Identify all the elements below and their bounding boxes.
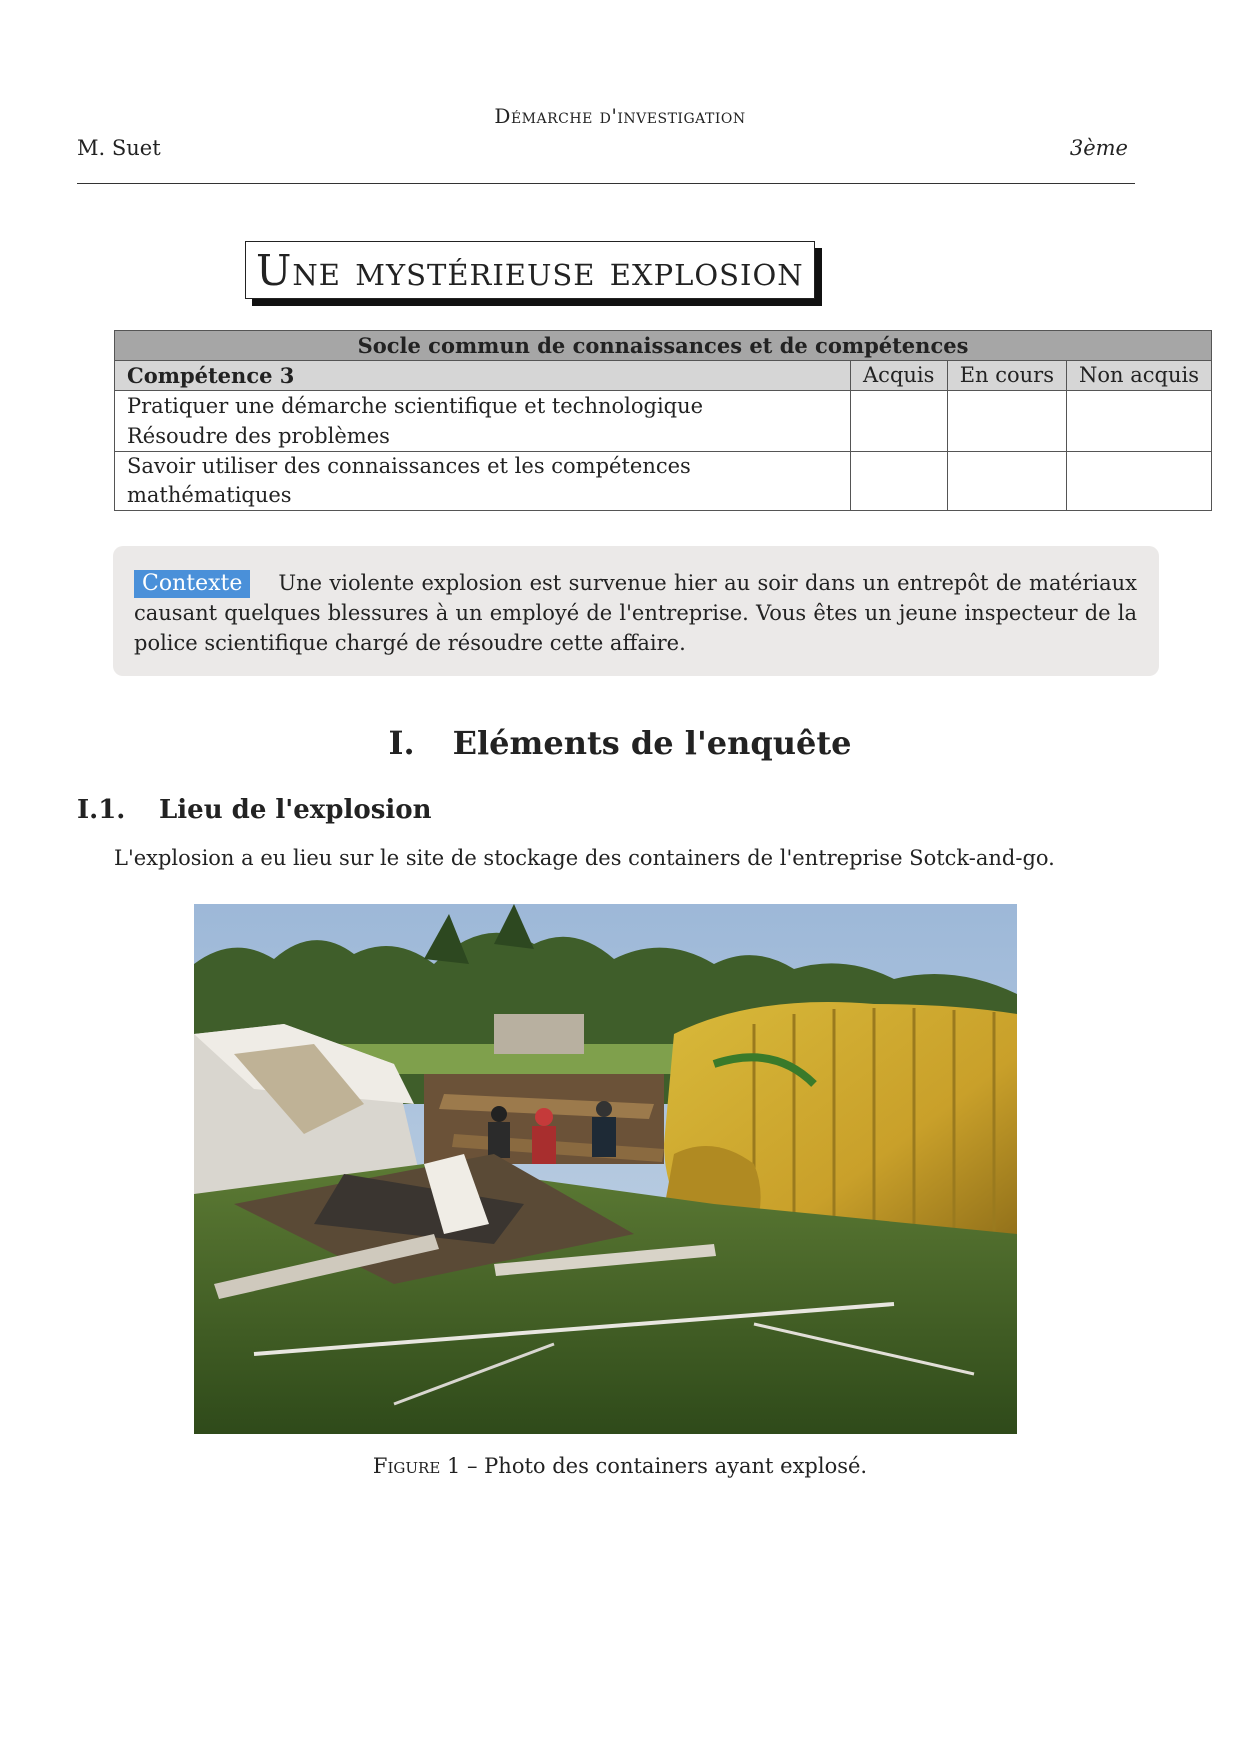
subsection-heading [77,795,431,825]
column-header-en-cours: En cours [947,361,1066,391]
table-caption: Socle commun de connaissances et de compétences [115,331,1212,361]
explosion-photo [194,904,1017,1434]
running-header-title: Démarche d'investigation [494,104,746,128]
checkbox-cell-en-cours[interactable] [947,452,1066,511]
table-row [115,452,1212,511]
table-row [115,391,1212,452]
header-level: 3ème [1069,136,1128,160]
table-row-label: Savoir utiliser des connaissances et les compétences mathématiques [115,452,851,511]
context-box [113,546,1159,676]
figure-separator: – [460,1454,485,1478]
header-author: M. Suet [77,136,161,160]
checkbox-cell-acquis[interactable] [850,452,947,511]
figure-label: Figure 1 [372,1454,461,1478]
section-heading [0,724,1240,762]
figure-caption-text: Photo des containers ayant explosé. [484,1454,868,1478]
column-header-acquis: Acquis [850,361,947,391]
checkbox-cell-non-acquis[interactable] [1067,452,1212,511]
intro-paragraph: L'explosion a eu lieu sur le site de stockage des containers de l'entreprise Sotck-and-go. [114,846,1055,870]
context-text: Une violente explosion est survenue hier au soir dans un entrepôt de matériaux causant quelques blessures à un employé de l'entreprise. Vous êtes un jeune inspecteur de la police scientifique chargé de résoudre cette affaire. [134,571,1137,655]
table-row-label [115,391,851,452]
subsection-title: Lieu de l'explosion [159,795,432,825]
title-frame [245,241,815,299]
row-line: Pratiquer une démarche scientifique et technologique [127,394,704,418]
context-badge: Contexte [134,570,250,598]
subsection-number: I.1. [77,795,126,825]
document-title: Une mystérieuse explosion [245,241,815,299]
checkbox-cell-non-acquis[interactable] [1067,391,1212,452]
checkbox-cell-en-cours[interactable] [947,391,1066,452]
table-competence-header: Compétence 3 [115,361,851,391]
section-title: Eléments de l'enquête [452,724,852,762]
row-line: Résoudre des problèmes [127,424,390,448]
competence-table [114,330,1212,511]
figure-caption [0,1454,1240,1478]
context-text-block [134,568,1137,658]
column-header-non-acquis: Non acquis [1067,361,1212,391]
checkbox-cell-acquis[interactable] [850,391,947,452]
header-rule [77,183,1135,184]
section-number: I. [388,724,415,762]
